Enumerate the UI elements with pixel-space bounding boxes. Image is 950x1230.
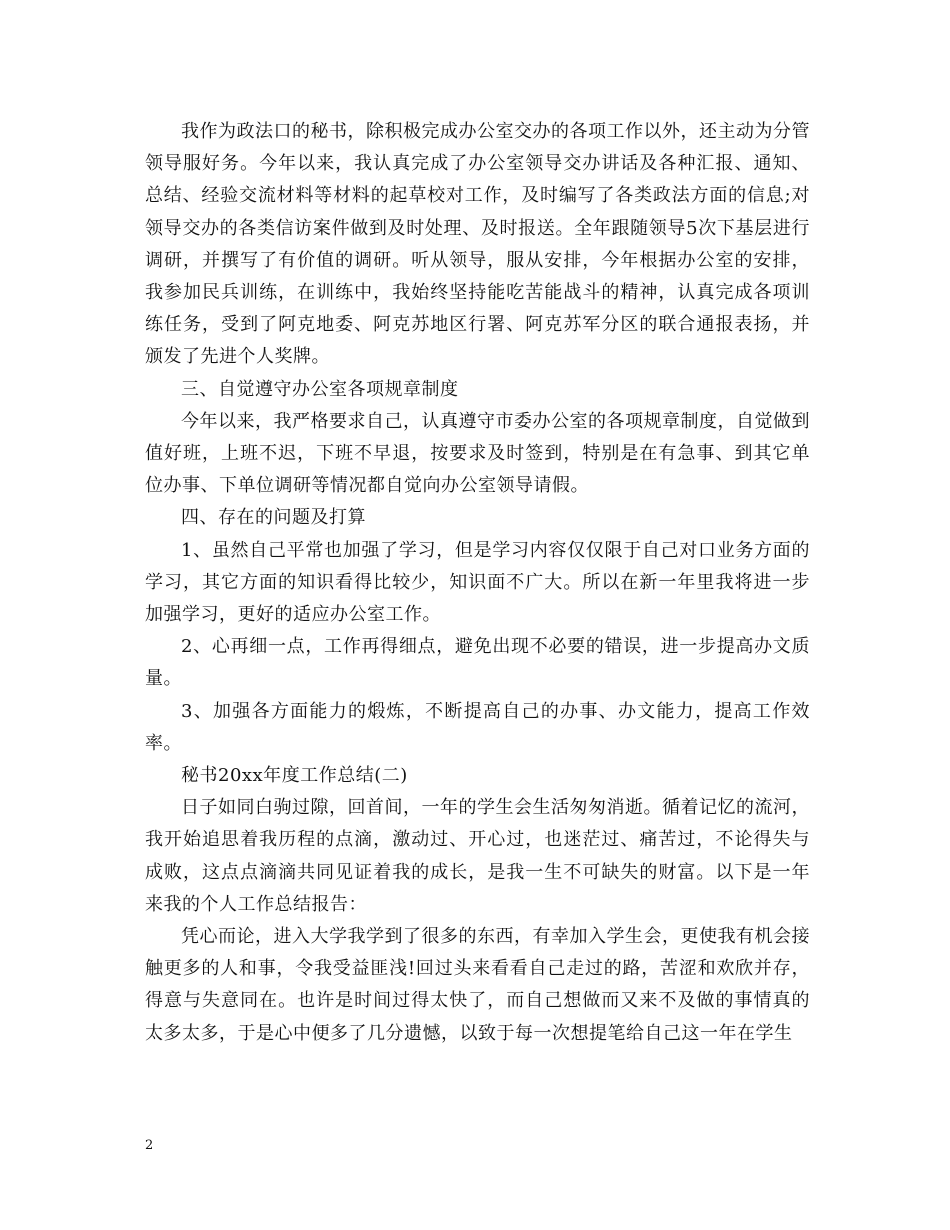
paragraph: 今年以来，我严格要求自己，认真遵守市委办公室的各项规章制度，自觉做到值好班，上班不迟，下班不早退，按要求及时签到，特别是在有急事、到其它单位办事、下单位调研等情况都自觉向办公室领导请假。 — [145, 410, 810, 497]
page-number: 2 — [145, 1138, 154, 1153]
section-heading: 秘书20xx年度工作总结(二) — [181, 765, 408, 787]
document-body — [145, 116, 810, 1050]
paragraph: 我作为政法口的秘书，除积极完成办公室交办的各项工作以外，还主动为分管领导服好务。今年以来，我认真完成了办公室领导交办讲话及各种汇报、通知、总结、经验交流材料等材料的起草校对工作，及时编写了各类政法方面的信息;对领导交办的各类信访案件做到及时处理、及时报送。全年跟随领导5次下基层进行调研，并撰写了有价值的调研。听从领导，服从安排，今年根据办公室的安排，我参加民兵训练，在训练中，我始终坚持能吃苦能战斗的精神，认真完成各项训练任务，受到了阿克地委、阿克苏地区行署、阿克苏军分区的联合通报表扬，并颁发了先进个人奖牌。 — [145, 121, 810, 368]
section-heading: 四、存在的问题及打算 — [181, 507, 366, 529]
paragraph: 2、心再细一点，工作再得细点，避免出现不必要的错误，进一步提高办文质量。 — [145, 636, 810, 690]
paragraph: 凭心而论，进入大学我学到了很多的东西，有幸加入学生会，更使我有机会接触更多的人和事，令我受益匪浅!回过头来看看自己走过的路，苦涩和欢欣并存，得意与失意同在。也许是时间过得太快了，而自己想做而又来不及做的事情真的太多太多，于是心中便多了几分遗憾，以致于每一次想提笔给自己这一年在学生 — [145, 926, 810, 1044]
section-heading: 三、自觉遵守办公室各项规章制度 — [181, 378, 459, 400]
paragraph: 3、加强各方面能力的煅炼，不断提高自己的办事、办文能力，提高工作效率。 — [145, 700, 810, 754]
paragraph: 1、虽然自己平常也加强了学习，但是学习内容仅仅限于自己对口业务方面的学习，其它方面的知识看得比较少，知识面不广大。所以在新一年里我将进一步加强学习，更好的适应办公室工作。 — [145, 539, 810, 626]
paragraph: 日子如同白驹过隙，回首间，一年的学生会生活匆匆消逝。循着记忆的流河，我开始追思着我历程的点滴，激动过、开心过，也迷茫过、痛苦过，不论得失与成败，这点点滴滴共同见证着我的成长，是我一生不可缺失的财富。以下是一年来我的个人工作总结报告： — [145, 797, 810, 915]
